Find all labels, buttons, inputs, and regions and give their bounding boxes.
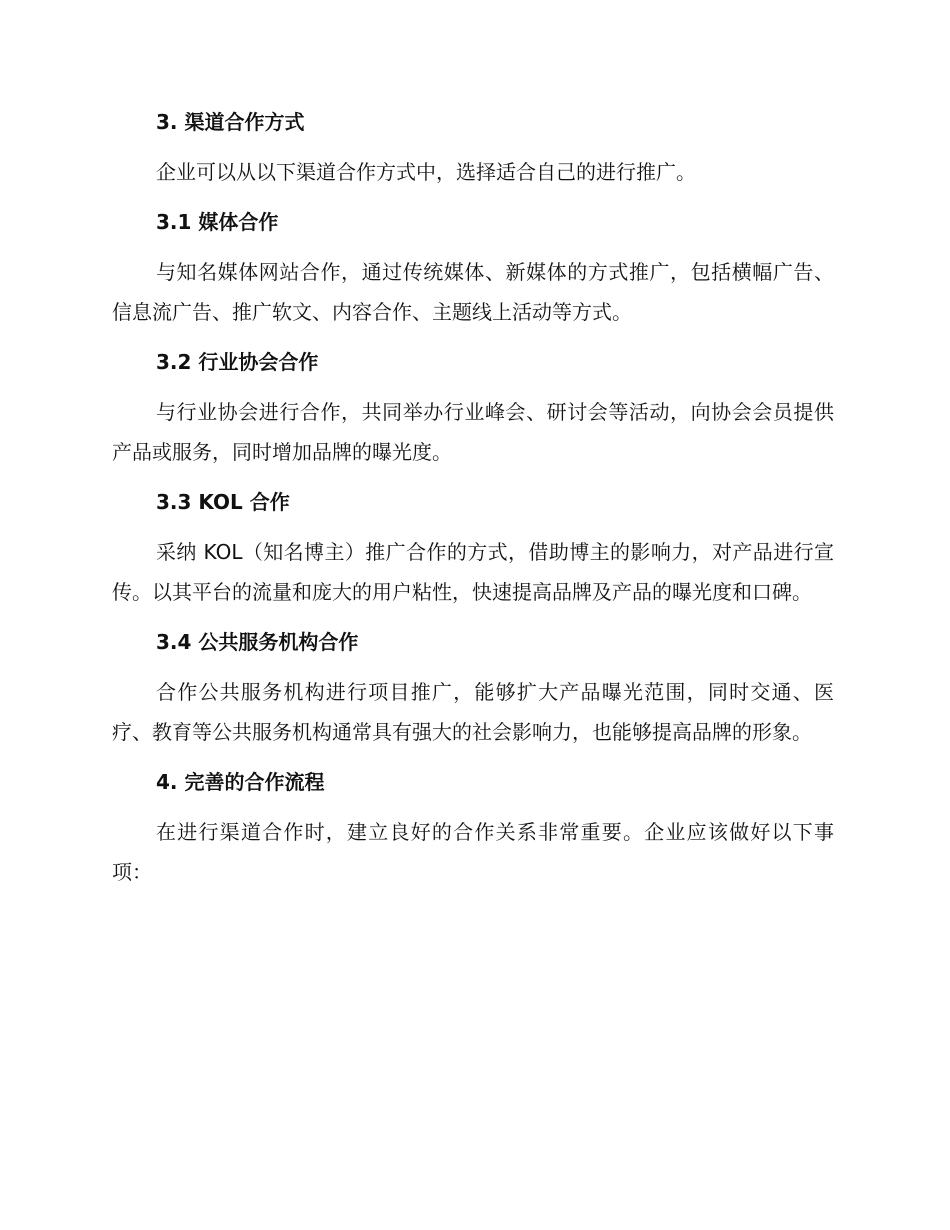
section-cooperation-process [112,766,834,892]
section-public-service [112,626,834,752]
section-industry-association [112,346,834,472]
section-paragraph: 在进行渠道合作时，建立良好的合作关系非常重要。企业应该做好以下事项： [112,820,834,884]
section-paragraph: 企业可以从以下渠道合作方式中，选择适合自己的进行推广。 [156,160,696,184]
section-paragraph: 与知名媒体网站合作，通过传统媒体、新媒体的方式推广，包括横幅广告、信息流广告、推广软文、内容合作、主题线上活动等方式。 [112,260,834,324]
section-heading: 3.1 媒体合作 [156,210,279,234]
section-kol-cooperation [112,486,834,612]
section-channel-cooperation [112,106,834,192]
section-heading: 3. 渠道合作方式 [156,110,305,134]
section-heading: 3.3 KOL 合作 [156,490,290,514]
section-paragraph: 合作公共服务机构进行项目推广，能够扩大产品曝光范围，同时交通、医疗、教育等公共服务机构通常具有强大的社会影响力，也能够提高品牌的形象。 [112,680,834,744]
section-paragraph: 采纳 KOL（知名博主）推广合作的方式，借助博主的影响力，对产品进行宣传。以其平台的流量和庞大的用户粘性，快速提高品牌及产品的曝光度和口碑。 [112,540,834,604]
section-media-cooperation [112,206,834,332]
document-page [112,106,834,906]
section-paragraph: 与行业协会进行合作，共同举办行业峰会、研讨会等活动，向协会会员提供产品或服务，同时增加品牌的曝光度。 [112,400,834,464]
section-heading: 3.4 公共服务机构合作 [156,630,359,654]
section-heading: 4. 完善的合作流程 [156,770,325,794]
section-heading: 3.2 行业协会合作 [156,350,319,374]
